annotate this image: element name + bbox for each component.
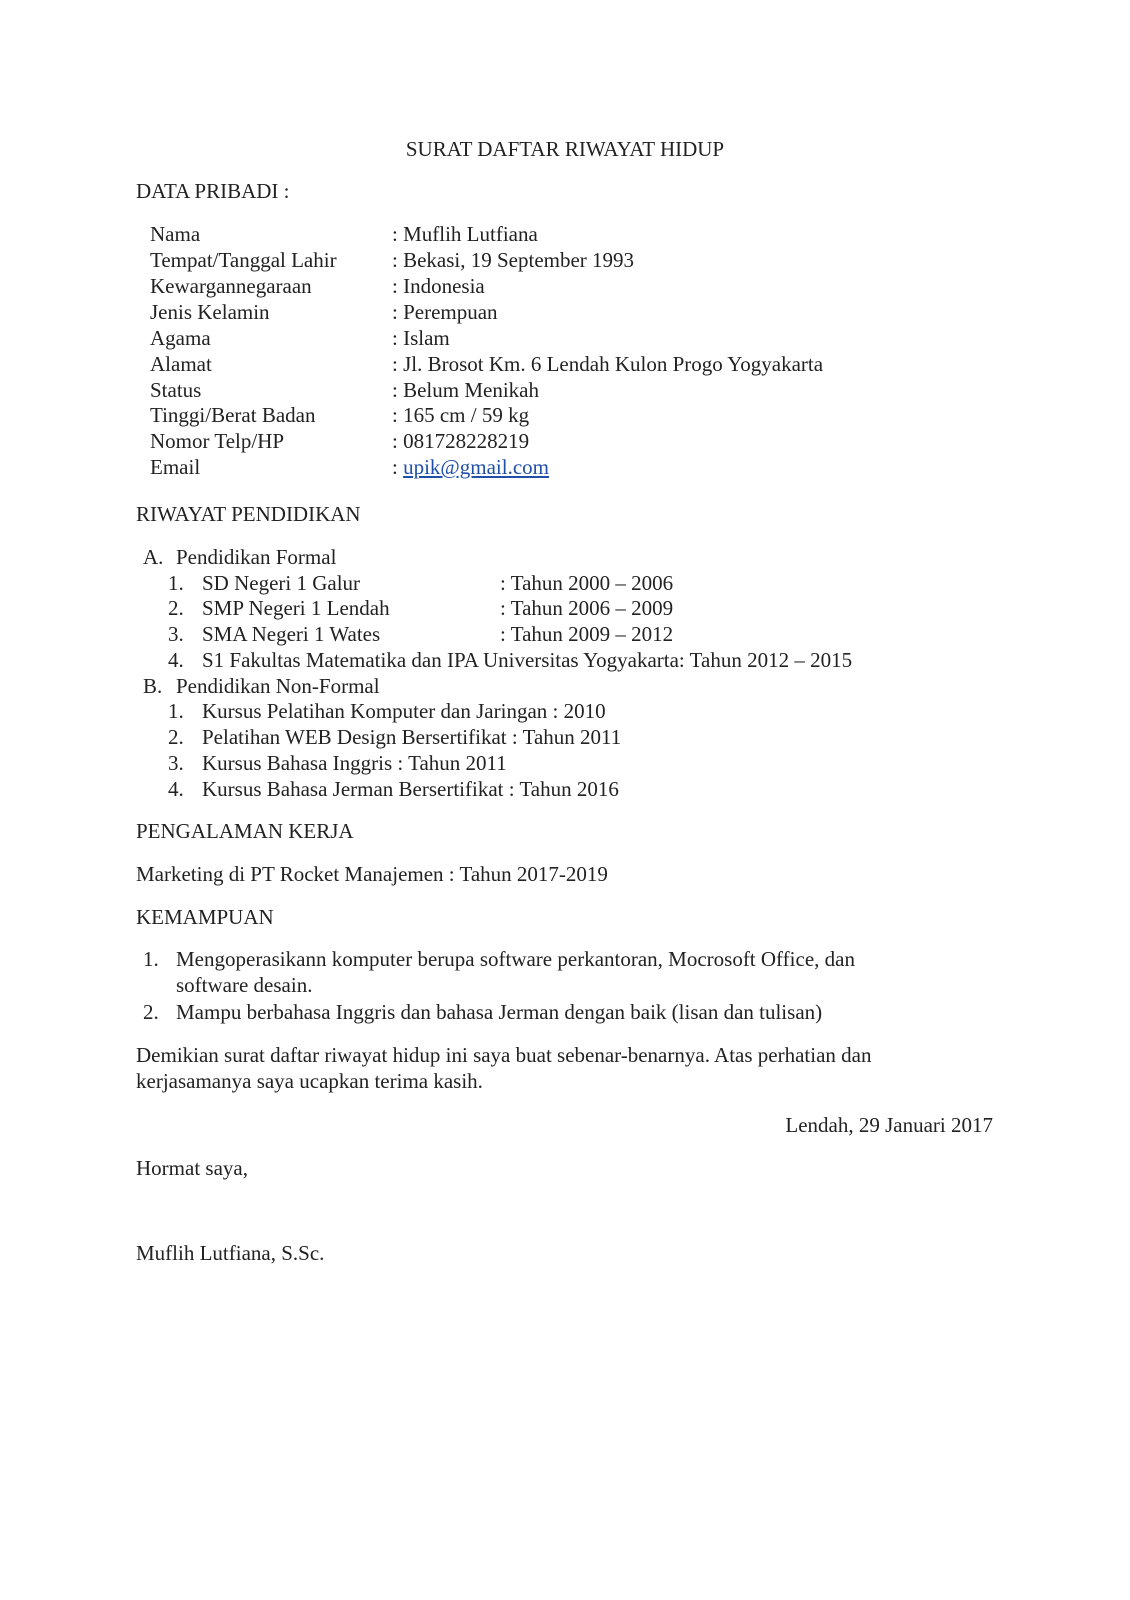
list-number: 1. bbox=[168, 699, 184, 723]
field-value: : Islam bbox=[392, 326, 450, 350]
skills-heading: KEMAMPUAN bbox=[136, 905, 274, 929]
field-label: Email bbox=[150, 455, 201, 479]
field-value: : Jl. Brosot Km. 6 Lendah Kulon Progo Yogyakarta bbox=[392, 352, 824, 376]
school-name: SMP Negeri 1 Lendah bbox=[202, 596, 390, 620]
nonformal-marker: B. bbox=[143, 674, 163, 698]
field-label: Kewargannegaraan bbox=[150, 274, 312, 298]
school-years: : Tahun 2000 – 2006 bbox=[500, 571, 674, 595]
closing-paragraph-line: kerjasamanya saya ucapkan terima kasih. bbox=[136, 1069, 483, 1093]
school-years: : Tahun 2006 – 2009 bbox=[500, 596, 674, 620]
school-name: SD Negeri 1 Galur bbox=[202, 571, 361, 595]
skill-item-line: software desain. bbox=[176, 973, 313, 997]
closing-paragraph-line: Demikian surat daftar riwayat hidup ini saya buat sebenar-benarnya. Atas perhatian dan bbox=[136, 1043, 872, 1067]
formal-title: Pendidikan Formal bbox=[176, 545, 337, 569]
field-label: Agama bbox=[150, 326, 211, 350]
regards: Hormat saya, bbox=[136, 1156, 248, 1180]
list-number: 4. bbox=[168, 777, 184, 801]
list-number: 2. bbox=[143, 1000, 159, 1024]
skill-item-line: Mampu berbahasa Inggris dan bahasa Jerman dengan baik (lisan dan tulisan) bbox=[176, 1000, 823, 1024]
skill-item-line: Mengoperasikann komputer berupa software perkantoran, Mocrosoft Office, dan bbox=[176, 947, 855, 971]
field-label: Nomor Telp/HP bbox=[150, 429, 285, 453]
list-number: 4. bbox=[168, 648, 184, 672]
list-number: 3. bbox=[168, 751, 184, 775]
list-number: 2. bbox=[168, 725, 184, 749]
list-number: 1. bbox=[143, 947, 159, 971]
signature-name: Muflih Lutfiana, S.Sc. bbox=[136, 1241, 325, 1265]
field-label: Tempat/Tanggal Lahir bbox=[150, 248, 337, 272]
field-value: : Belum Menikah bbox=[392, 378, 539, 402]
field-value: : Muflih Lutfiana bbox=[392, 222, 538, 246]
experience-text: Marketing di PT Rocket Manajemen : Tahun 2017-2019 bbox=[136, 862, 608, 886]
school-years: : Tahun 2009 – 2012 bbox=[500, 622, 674, 646]
email-link[interactable]: upik@gmail.com bbox=[403, 455, 549, 479]
field-label: Jenis Kelamin bbox=[150, 300, 270, 324]
field-label: Status bbox=[150, 378, 202, 402]
personal-data-heading: DATA PRIBADI : bbox=[136, 179, 290, 203]
nonformal-item: Kursus Bahasa Jerman Bersertifikat : Tahun 2016 bbox=[202, 777, 619, 801]
field-value: : Perempuan bbox=[392, 300, 498, 324]
school-name: SMA Negeri 1 Wates bbox=[202, 622, 381, 646]
experience-heading: PENGALAMAN KERJA bbox=[136, 819, 354, 843]
nonformal-item: Pelatihan WEB Design Bersertifikat : Tahun 2011 bbox=[202, 725, 622, 749]
education-heading: RIWAYAT PENDIDIKAN bbox=[136, 502, 361, 526]
field-label: Nama bbox=[150, 222, 201, 246]
document-title: SURAT DAFTAR RIWAYAT HIDUP bbox=[405, 137, 725, 161]
list-number: 1. bbox=[168, 571, 184, 595]
nonformal-title: Pendidikan Non-Formal bbox=[176, 674, 380, 698]
field-label: Tinggi/Berat Badan bbox=[150, 403, 316, 427]
email-colon: : bbox=[392, 455, 404, 479]
list-number: 2. bbox=[168, 596, 184, 620]
field-value: : Indonesia bbox=[392, 274, 485, 298]
place-date: Lendah, 29 Januari 2017 bbox=[785, 1113, 993, 1137]
nonformal-item: Kursus Bahasa Inggris : Tahun 2011 bbox=[202, 751, 507, 775]
formal-marker: A. bbox=[143, 545, 164, 569]
field-value: : 165 cm / 59 kg bbox=[392, 403, 530, 427]
field-value bbox=[392, 454, 549, 480]
field-value: : Bekasi, 19 September 1993 bbox=[392, 248, 635, 272]
nonformal-item: Kursus Pelatihan Komputer dan Jaringan : 2010 bbox=[202, 699, 606, 723]
formal-item-text: S1 Fakultas Matematika dan IPA Universitas Yogyakarta: Tahun 2012 – 2015 bbox=[202, 648, 853, 672]
field-label: Alamat bbox=[150, 352, 212, 376]
list-number: 3. bbox=[168, 622, 184, 646]
field-value: : 081728228219 bbox=[392, 429, 530, 453]
